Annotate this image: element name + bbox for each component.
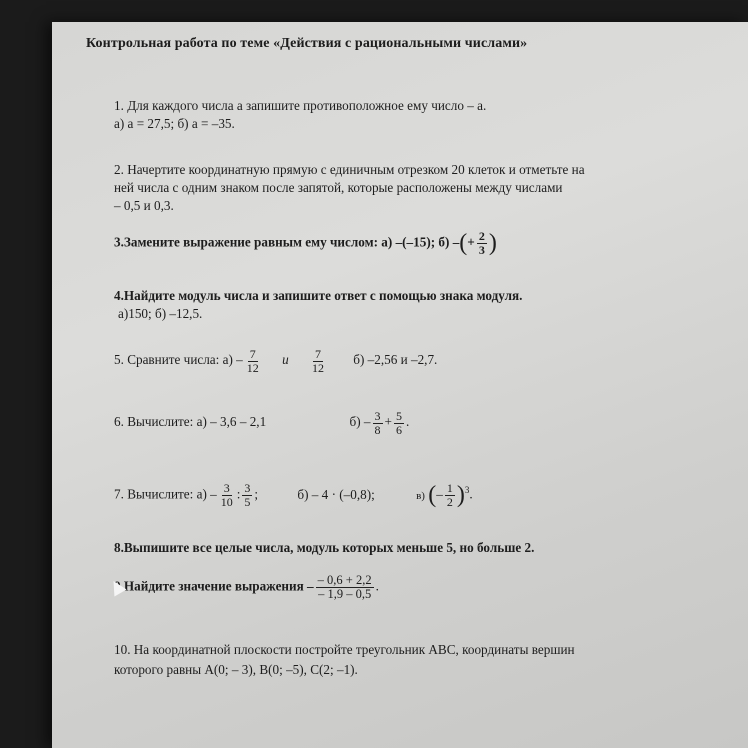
task-4-text: 4.Найдите модуль числа и запишите ответ с помощью знака модуля. [114, 288, 523, 303]
task-3-denominator: 3 [478, 243, 485, 257]
task-7-div: : [236, 486, 241, 502]
task-5-label: 5. Сравните числа: а) – [114, 352, 243, 368]
task-3-numerator: 2 [478, 229, 485, 244]
task-6: 6. Вычислите: а) – 3,6 – 2,1 б) – $\frac{3}{8}$ + $\frac{5}{6}$ . [114, 409, 410, 437]
task-5-fraction-a [245, 348, 261, 374]
task-10-line-2: которого равны А(0; – 3), В(0; –5), С(2; –1). [114, 662, 358, 677]
task-9: 9.Найдите значение выражения – $\frac{- 0,6 + 2,2}{- 1,9 - 0,5}$ . [114, 573, 379, 602]
task-3-text: 3.Замените выражение равным ему числом: а) –(–15); б) – [114, 234, 460, 250]
task-5-a-numerator: 7 [249, 347, 256, 361]
task-6-label: 6. Вычислите: а) – 3,6 – 2,1 [114, 414, 267, 430]
task-9-numerator: – 0,6 + 2,2 [317, 573, 372, 587]
task-5-a-denominator: 12 [246, 360, 259, 375]
task-5-and: и [282, 352, 289, 368]
worksheet [52, 22, 748, 748]
task-7-exponent: 3 [464, 485, 470, 496]
paren-close: ) [456, 482, 465, 508]
task-5-b-numerator: 7 [314, 347, 321, 361]
task-5-fraction-b [310, 348, 326, 374]
task-7-n1: 3 [223, 481, 230, 496]
task-3 [114, 230, 497, 257]
task-8: 8.Выпишите все целые числа, модуль которых меньше 5, но больше 2. [114, 540, 535, 555]
task-4-line-1 [114, 288, 522, 304]
task-7-c: в) [416, 489, 425, 502]
task-9-label: 9.Найдите значение выражения – [114, 578, 314, 594]
task-3-fraction [477, 230, 487, 256]
paren-close: ) [488, 230, 497, 256]
task-7: 7. Вычислите: а) – $\frac{3}{10}$ : $\frac{3}{5}$ ; б) – 4 · (–0,8); в) (– $\frac{1}{2}$ )$^3$. [114, 481, 473, 509]
task-6-fraction-1 [373, 410, 383, 436]
task-6-n2: 5 [395, 409, 402, 423]
task-3-plus: + [467, 234, 475, 250]
task-9-fraction [316, 574, 374, 601]
task-7-fraction-2 [242, 482, 252, 508]
task-7-n2: 3 [244, 481, 251, 496]
page-title: Контрольная работа по теме «Действия с рациональными числами» [86, 36, 528, 51]
task-9-denominator: – 1,9 – 0,5 [318, 587, 372, 602]
task-7-d1: 10 [220, 495, 233, 509]
task-6-fraction-2 [394, 410, 404, 436]
task-5 [114, 348, 437, 374]
task-5-b-denominator: 12 [311, 360, 324, 375]
task-2-line-3: – 0,5 и 0,3. [114, 198, 174, 213]
task-2-line-2: ней числа с одним знаком после запятой, которые расположены между числами [114, 180, 563, 195]
task-6-d1: 8 [374, 422, 381, 437]
task-7-c-numerator: 1 [446, 481, 453, 496]
task-4-line-2: а)150; б) –12,5. [118, 306, 203, 321]
task-6-d2: 6 [395, 422, 402, 437]
task-1-line-1: 1. Для каждого числа a запишите противоположное ему число – a. [114, 98, 487, 113]
task-7-c-denominator: 2 [446, 495, 453, 509]
paren-open: ( [428, 482, 437, 508]
task-6-n1: 3 [374, 409, 381, 423]
task-6-b: б) – [349, 414, 371, 430]
task-5-rest: б) –2,56 и –2,7. [353, 352, 438, 368]
task-10-line-1: 10. На координатной плоскости постройте треугольник АВС, координаты вершин [114, 642, 575, 657]
task-7-b: б) – 4 · (–0,8); [297, 486, 375, 502]
task-7-label: 7. Вычислите: а) – [114, 486, 217, 502]
task-1-line-2: а) a = 27,5; б) a = –35. [114, 116, 235, 131]
task-7-fraction-3 [445, 482, 455, 508]
task-2-line-1: 2. Начертите координатную прямую с единичным отрезком 20 клеток и отметьте на [114, 162, 585, 177]
paren-open: ( [459, 230, 468, 256]
task-6-plus: + [384, 414, 392, 430]
task-7-d2: 5 [244, 495, 251, 509]
task-7-fraction-1 [219, 482, 235, 508]
